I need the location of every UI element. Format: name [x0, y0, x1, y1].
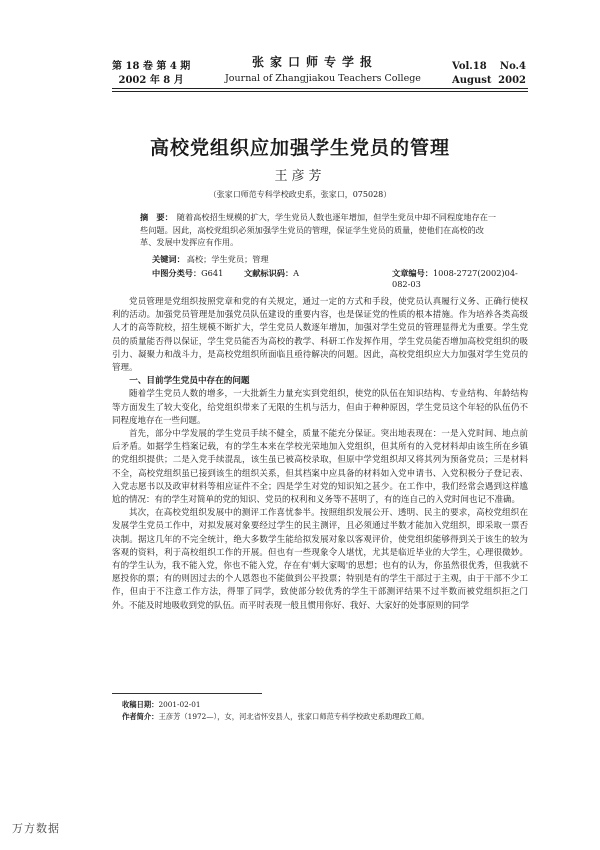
author-bio-text: 王彦芳（1972—），女，河北省怀安县人，张家口师范专科学校政史系助理政工师。: [158, 712, 429, 721]
header-volume-cn: 第 18 卷 第 4 期: [112, 61, 191, 72]
abstract-text: 随着高校招生规模的扩大，学生党员人数也逐年增加，但学生党员中却不同程度地存在一些问题。因此，高校党组织必须加强学生党员的管理，保证学生党员的质量，使他们在高校的改革、发展中发挥应有作用。: [140, 212, 497, 247]
body-paragraph: 随着学生党员人数的增多，一大批新生力量充实到党组织，使党的队伍在知识结构、专业结构、年龄结构等方面发生了较大变化，给党组织带来了无限的生机与活力，但由于种种原因，学生党员这个年轻的队伍仍不同程度地存在一些问题。: [112, 389, 528, 426]
abstract-label: 摘 要：: [140, 212, 173, 222]
article-id-label: 文章编号：: [392, 268, 433, 278]
received-date: 2001-02-01: [158, 700, 201, 709]
article-id-value: 1008-2727(2002)04-082-03: [392, 268, 518, 289]
footnote-author-bio: [122, 711, 429, 722]
header-vol: Vol.18: [452, 61, 487, 72]
wanfang-watermark: 万方数据: [12, 822, 60, 835]
header-volume-en: [452, 60, 526, 88]
body-paragraph: 首先，部分中学发展的学生党员手续不健全，质量不能充分保证。突出地表现在：一是入党时间、地点前后矛盾。如据学生档案记载，有的学生本来在学校光荣地加入党组织，但其所有的入党材料却由该生所在乡镇的党组织提供；二是入党手续混乱，该生虽已被高校录取，但原中学党组织却又将其列为预备党员；三是材料不全，高校党组织虽已接到该生的组织关系，但其档案中应具备的材料如入党申请书、入党积极分子登记表、入党志愿书以及政审材料等相应证件不全；四是学生对党的知识知之甚少。在工作中，我们经常会遇到这样尴尬的情况：有的学生对简单的党的知识、党员的权利和义务等不甚明了，有的连自己的入党时间也记不准确。: [112, 429, 528, 506]
keywords-label: 关键词：: [152, 254, 185, 264]
article-title: 高校党组织应加强学生党员的管理: [149, 137, 450, 159]
header-rule-thick: [112, 88, 528, 89]
section-heading: 一、目前学生党员中存在的问题: [129, 376, 250, 387]
clc-label: 中图分类号：: [152, 268, 202, 278]
header-date-cn: 2002 年 8 月: [118, 75, 184, 86]
body-paragraph: 党员管理是党组织按照党章和党的有关规定，通过一定的方式和手段，使党员认真履行义务、正确行使权利的活动。加强党员管理是加强党员队伍建设的重要内容，也是保证党的性质的根本措施。作为培养各类高级人才的高等院校，招生规模不断扩大，学生党员人数逐年增加，加强对学生党员的管理显得尤为重要。学生党员的质量能否得以保证，学生党员能否为高校的教学、科研工作发挥作用，学生党员能否增加高校党组织的吸引力、凝聚力和战斗力，是高校党组织所面临且亟待解决的问题。因此，高校党组织应大力加强对学生党员的管理。: [112, 297, 528, 374]
body-paragraph: 其次，在高校党组织发展中的测评工作喜忧参半。按照组织发展公开、透明、民主的要求，高校党组织在发展学生党员工作中，对拟发展对象要经过学生的民主测评，且必须通过半数才能加入党组织，即采取一票否决制。据这几年的不完全统计，绝大多数学生能给拟发展对象以客观评价，使党组织能够得到关于该生的较为客观的资料，利于高校组织工作的开展。但也有一些现象令人堪忧，尤其是临近毕业的大学生，心理很微妙。有的学生认为，我不能入党，你也不能入党，存在有'刺大家喝'的思想；也有的认为，你虽然很优秀，但我就不愿投你的票；有的则因过去的个人恩怨也不能做到公平投票；特别是有的学生干部过于主观，由于干部不少工作，但由于不注意工作方法，得罪了同学，致使部分较优秀的学生干部测评结果不过半数而被党组织拒之门外。不能及时地吸收到党的队伍。而平时表现一般且惯用你好、我好、大家好的处事原则的同学: [112, 508, 528, 611]
doc-code: [244, 268, 299, 279]
article-body: [112, 296, 528, 613]
article-author: 王彦芳: [274, 169, 326, 184]
abstract: [140, 211, 500, 249]
header-rule-thin: [112, 91, 528, 92]
header-journal-name: [225, 53, 421, 84]
received-label: 收稿日期：: [122, 700, 159, 709]
header-volume-issue: [112, 60, 190, 88]
header-month: August: [452, 75, 492, 86]
clc-code: [152, 268, 223, 279]
article-id: [392, 268, 524, 289]
header-year: 2002: [498, 75, 526, 86]
footnote-received: [122, 699, 201, 710]
footnote-rule: [112, 693, 262, 694]
doc-value: A: [293, 268, 300, 278]
article-affiliation: （张家口师范专科学校政史系，张家口，075028）: [208, 190, 392, 199]
journal-name-cn: 张家口师专学报: [251, 55, 378, 69]
doc-label: 文献标识码：: [244, 268, 294, 278]
clc-value: G641: [201, 268, 224, 278]
keywords-text: 高校；学生党员；管理: [186, 254, 269, 264]
keywords: [152, 254, 269, 265]
journal-name-en: Journal of Zhangjiakou Teachers College: [225, 73, 421, 84]
author-bio-label: 作者简介：: [122, 712, 159, 721]
header-no: No.4: [499, 61, 526, 72]
